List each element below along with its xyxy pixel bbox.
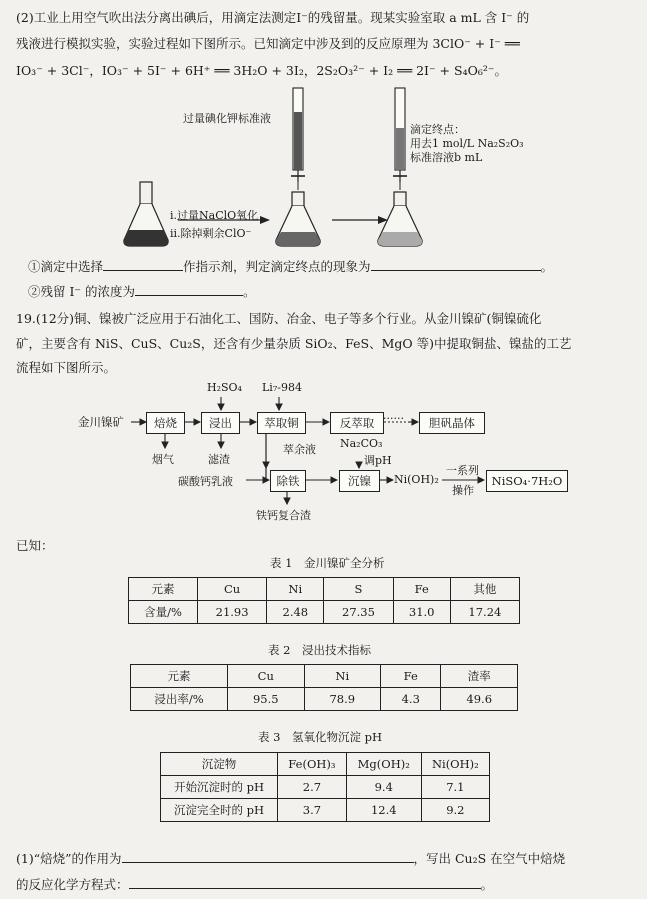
table-3: [160, 752, 490, 822]
adjust-ph-label: 调pH: [364, 454, 392, 467]
table-row: 含量/% 21.93 2.48 27.35 31.0 17.24: [129, 601, 520, 624]
series-ops-label-1: 一系列: [446, 464, 479, 477]
table-2-caption: 表 2 浸出技术指标: [268, 643, 371, 657]
smoke-label: 烟气: [152, 453, 174, 466]
series-ops-label-2: 操作: [452, 484, 474, 497]
table-2: [130, 664, 518, 711]
table-row: 浸出率/% 95.5 78.9 4.3 49.6: [131, 688, 518, 711]
endpoint-label-3: 标准溶液b mL: [410, 151, 483, 164]
copper-sulfate-crystal-box: 胆矾晶体: [419, 412, 485, 434]
dots-connector: ······: [383, 412, 404, 425]
table-row: 开始沉淀时的 pH 2.7 9.4 7.1: [161, 776, 490, 799]
known-label: 已知：: [16, 538, 54, 553]
back-extract-box: 反萃取: [330, 412, 384, 434]
table-1: [128, 577, 520, 624]
nickel-sulfate-product-box: NiSO₄·7H₂O: [486, 470, 568, 492]
q19-sub1-line1: (1)“焙烧”的作用为 ，写出 Cu₂S 在空气中焙烧: [16, 851, 566, 866]
endpoint-label-1: 滴定终点：: [410, 123, 465, 136]
table-1-caption: 表 1 金川镍矿全分析: [270, 556, 385, 570]
nickel-precipitation-box: 沉镍: [339, 470, 380, 492]
raffinate-label: 萃余液: [283, 443, 316, 456]
q18-part2-line3: IO₃⁻ + 3Cl⁻，IO₃⁻ + 5I⁻ + 6H⁺ ══ 3H₂O + 3I₂，2S₂O₃²⁻ + I₂ ══ 2I⁻ + S₄O₆²⁻。: [16, 63, 507, 78]
table-row: 元素 Cu Ni Fe 渣率: [131, 665, 518, 688]
table-row: 沉淀物 Fe(OH)₃ Mg(OH)₂ Ni(OH)₂: [161, 753, 490, 776]
iron-calcium-slag-label: 铁钙复合渣: [256, 509, 311, 522]
reagent-label: Li₇-984: [262, 381, 302, 394]
roast-purpose-answer-blank[interactable]: [122, 850, 414, 863]
q19-line2: 矿，主要含有 NiS、CuS、Cu₂S，还含有少量杂质 SiO₂、FeS、MgO 等)中提取铜盐、镍盐的工艺: [16, 336, 572, 351]
burette-1-label: 过量碘化钾标准液: [183, 112, 271, 125]
equation-answer-blank[interactable]: [129, 876, 481, 889]
q18-sub1: ①滴定中选择 作指示剂，判定滴定终点的现象为 。: [28, 259, 554, 274]
step-2-label: ii.除掉剩余ClO⁻: [170, 227, 252, 240]
q19-line3: 流程如下图所示。: [16, 360, 117, 375]
endpoint-label-2: 用去1 mol/L Na₂S₂O₃: [410, 137, 524, 150]
q18-part2-line1: (2)工业上用空气吹出法分离出碘后，用滴定法测定I⁻的残留量。现某实验室取 a mL 含 I⁻ 的: [16, 10, 530, 25]
table-row: 沉淀完全时的 pH 3.7 12.4 9.2: [161, 799, 490, 822]
q19-line1: 19.(12分)铜、镍被广泛应用于石油化工、国防、冶金、电子等多个行业。从金川镍矿(铜镍硫化: [16, 311, 542, 326]
h2so4-label: H₂SO₄: [207, 381, 242, 394]
roast-box: 焙烧: [146, 412, 185, 434]
step-1-label: i.过量NaClO氧化: [170, 209, 259, 222]
na2co3-label: Na₂CO₃: [340, 437, 383, 450]
q19-sub1-line2: 的反应化学方程式： 。: [16, 877, 494, 892]
extract-copper-box: 萃取铜: [257, 412, 306, 434]
emulsion-label: 碳酸钙乳液: [178, 475, 233, 488]
q18-sub2: ②残留 I⁻ 的浓度为 。: [28, 284, 256, 299]
table-row: 元素 Cu Ni S Fe 其他: [129, 578, 520, 601]
nioh2-label: Ni(OH)₂: [394, 473, 439, 486]
iron-removal-box: 除铁: [270, 470, 306, 492]
residue-label: 滤渣: [208, 453, 230, 466]
ore-label: 金川镍矿: [78, 415, 124, 429]
q18-part2-line2: 残液进行模拟实验，实验过程如下图所示。已知滴定中涉及到的反应原理为 3ClO⁻ + I⁻ ══: [16, 36, 520, 51]
table-3-caption: 表 3 氢氧化物沉淀 pH: [258, 730, 383, 744]
leach-box: 浸出: [201, 412, 240, 434]
